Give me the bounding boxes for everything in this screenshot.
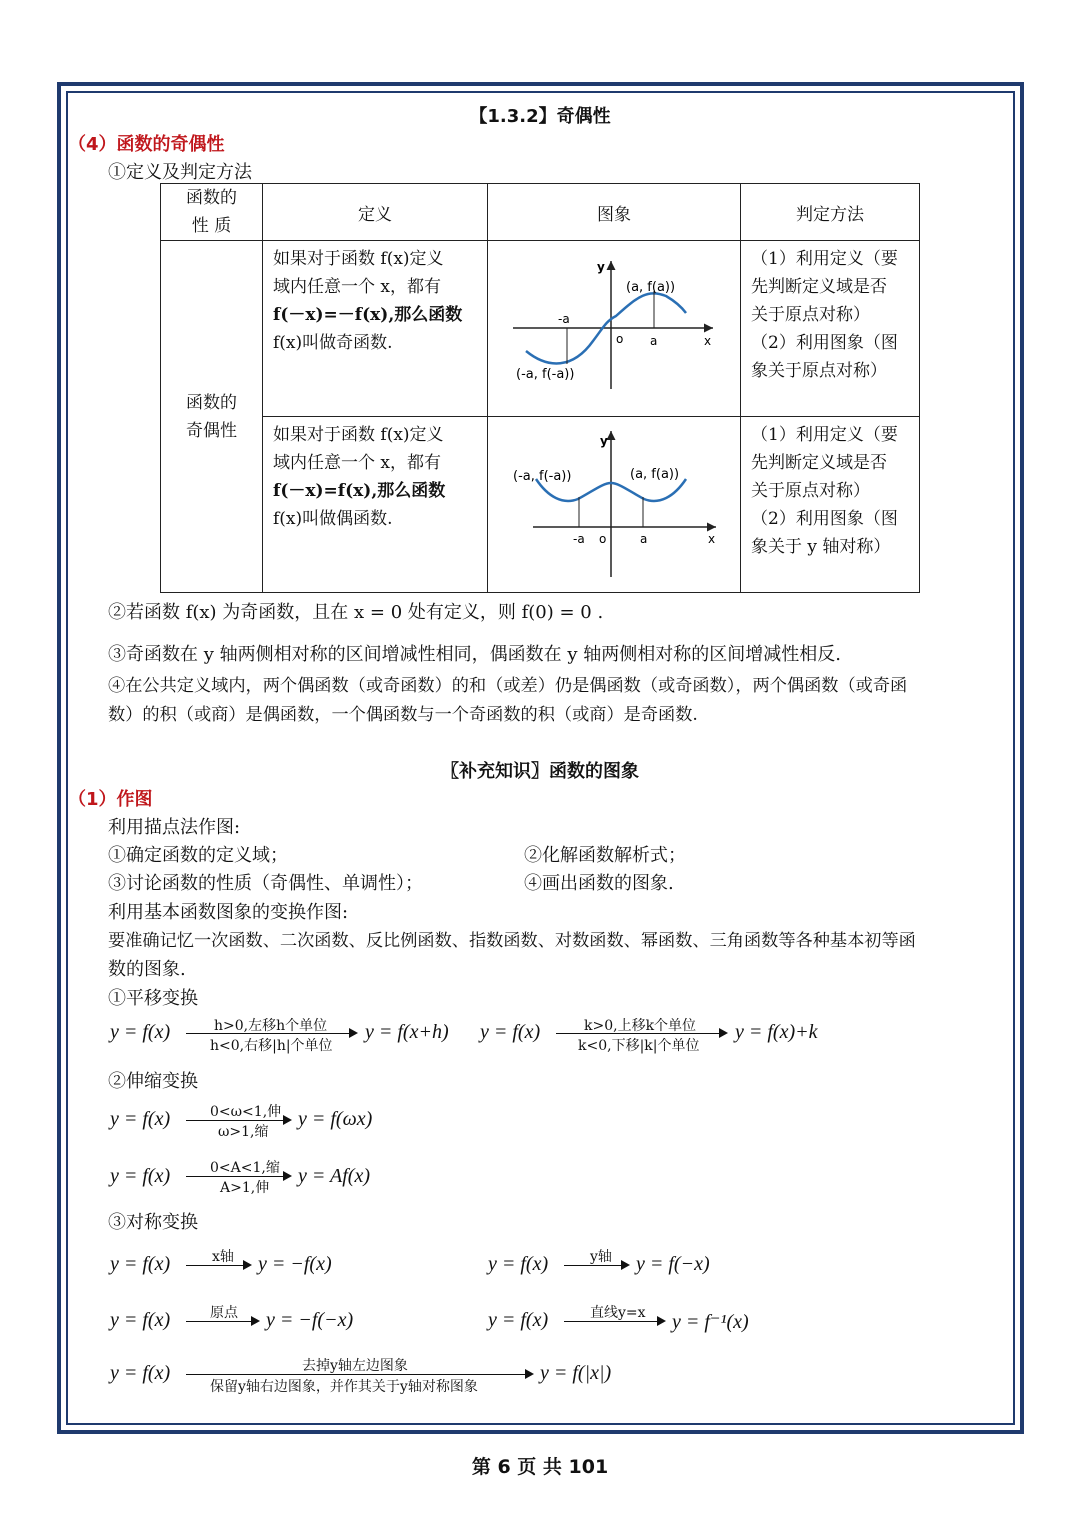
sym3-arrow [186, 1321, 258, 1322]
stretch1-left: y = f(x) [110, 1108, 171, 1130]
odd-tick-a: a [650, 334, 658, 348]
property-label-cell: 函数的 奇偶性 [161, 241, 263, 593]
stretch2-bottom: A>1,伸 [220, 1180, 270, 1196]
sym2-arrow [564, 1265, 628, 1266]
sym3-right: y = −f(−x) [266, 1309, 354, 1331]
subheading-definition: ①定义及判定方法 [108, 162, 252, 183]
header-property: 函数的 性 质 [161, 184, 263, 241]
shift2-right: y = f(x)+k [735, 1021, 818, 1043]
odd-tick-neg-a: -a [558, 312, 570, 326]
sym3-top: 原点 [210, 1305, 238, 1321]
stretch2-top: 0<A<1,缩 [210, 1160, 280, 1176]
header-definition: 定义 [263, 184, 488, 241]
sym1-right: y = −f(x) [258, 1253, 332, 1275]
odd-origin: o [616, 332, 624, 346]
para-monotonicity: ③奇函数在 y 轴两侧相对称的区间增减性相同，偶函数在 y 轴两侧相对称的区间增减性相反. [108, 644, 841, 665]
header-graph: 图象 [488, 184, 741, 241]
even-neg-point-label: (-a, f(-a)) [513, 469, 572, 484]
odd-definition-cell: 如果对于函数 f(x)定义 域内任意一个 x，都有 f(－x)=－f(x),那么函数 f(x)叫做奇函数. [263, 241, 488, 417]
memorize-line1: 要准确记忆一次函数、二次函数、反比例函数、指数函数、对数函数、幂函数、三角函数等各种基本初等函 [108, 931, 916, 951]
sym1-arrow [186, 1265, 250, 1266]
supplement-title: 〖补充知识〗函数的图象 [441, 761, 639, 782]
sym1-top: x轴 [212, 1249, 234, 1265]
sym5-left: y = f(x) [110, 1362, 171, 1384]
even-origin: o [599, 532, 607, 546]
step-draw: ④画出函数的图象. [524, 873, 674, 894]
header-judgement: 判定方法 [741, 184, 920, 241]
shift1-top: h>0,左移h个单位 [214, 1018, 328, 1034]
sym5-arrow [186, 1374, 532, 1375]
step-simplify: ②化解函数解析式； [524, 845, 686, 866]
heading-parity: （4）函数的奇偶性 [68, 134, 225, 155]
sym1-left: y = f(x) [110, 1253, 171, 1275]
shift1-right: y = f(x+h) [365, 1021, 449, 1043]
stretch2-right: y = Af(x) [298, 1165, 370, 1187]
sym2-top: y轴 [590, 1249, 612, 1265]
odd-graph-cell [488, 241, 741, 417]
even-point-label: (a, f(a)) [630, 467, 680, 482]
sym2-left: y = f(x) [488, 1253, 549, 1275]
step-domain: ①确定函数的定义域； [108, 845, 288, 866]
symmetry-title: ③对称变换 [108, 1212, 198, 1233]
even-judgement-cell: （1）利用定义（要 先判断定义域是否 关于原点对称） （2）利用图象（图 象关于 y 轴对称） [741, 417, 920, 593]
translation-title: ①平移变换 [108, 988, 198, 1009]
odd-x-label: x [704, 334, 712, 348]
memorize-line2: 数的图象. [108, 959, 186, 980]
page-footer: 第 6 页 共 101 [471, 1456, 609, 1478]
sym4-arrow [564, 1321, 664, 1322]
heading-graphing: （1）作图 [68, 789, 153, 810]
sym5-top: 去掉y轴左边图象 [302, 1358, 408, 1374]
stretch1-right: y = f(ωx) [298, 1108, 373, 1130]
even-function-graph [488, 417, 740, 587]
sym4-top: 直线y=x [590, 1305, 646, 1321]
shift1-arrow [186, 1033, 356, 1034]
odd-y-label: y [597, 260, 605, 274]
even-x-label: x [708, 532, 716, 546]
odd-point-label: (a, f(a)) [626, 280, 676, 295]
odd-judgement-cell: （1）利用定义（要 先判断定义域是否 关于原点对称） （2）利用图象（图 象关于原点对称） [741, 241, 920, 417]
step-properties: ③讨论函数的性质（奇偶性、单调性）； [108, 873, 423, 894]
point-method-label: 利用描点法作图: [108, 817, 241, 838]
transform-method-label: 利用基本函数图象的变换作图: [108, 902, 349, 923]
sym5-right: y = f(|x|) [540, 1362, 612, 1384]
sym5-bottom: 保留y轴右边图象，并作其关于y轴对称图象 [210, 1379, 478, 1395]
shift1-bottom: h<0,右移|h|个单位 [210, 1038, 333, 1054]
even-tick-neg-a: -a [573, 532, 585, 546]
sym3-left: y = f(x) [110, 1309, 171, 1331]
shift2-arrow [556, 1033, 726, 1034]
stretch2-left: y = f(x) [110, 1165, 171, 1187]
odd-function-graph [488, 241, 740, 411]
even-y-label: y [600, 434, 608, 448]
sym4-left: y = f(x) [488, 1309, 549, 1331]
sym4-right: y = f⁻¹(x) [672, 1311, 749, 1333]
stretch-title: ②伸缩变换 [108, 1071, 198, 1092]
parity-table [160, 183, 920, 593]
odd-neg-point-label: (-a, f(-a)) [516, 367, 575, 382]
shift2-bottom: k<0,下移|k|个单位 [578, 1038, 700, 1054]
para-operations-line1: ④在公共定义域内，两个偶函数（或奇函数）的和（或差）仍是偶函数（或奇函数），两个偶函数（或奇函 [108, 676, 908, 696]
shift2-top: k>0,上移k个单位 [584, 1018, 697, 1034]
even-tick-a: a [640, 532, 648, 546]
stretch1-top: 0<ω<1,伸 [210, 1104, 282, 1120]
even-definition-cell: 如果对于函数 f(x)定义 域内任意一个 x，都有 f(－x)=f(x),那么函数 f(x)叫做偶函数. [263, 417, 488, 593]
shift1-left: y = f(x) [110, 1021, 171, 1043]
para-odd-zero: ②若函数 f(x) 为奇函数，且在 x = 0 处有定义，则 f(0) = 0 . [108, 602, 604, 623]
shift2-left: y = f(x) [480, 1021, 541, 1043]
even-graph-cell [488, 417, 741, 593]
para-operations-line2: 数）的积（或商）是偶函数，一个偶函数与一个奇函数的积（或商）是奇函数. [108, 705, 698, 725]
sym2-right: y = f(−x) [636, 1253, 710, 1275]
section-title: 【1.3.2】奇偶性 [469, 106, 611, 127]
stretch1-bottom: ω>1,缩 [218, 1124, 269, 1140]
